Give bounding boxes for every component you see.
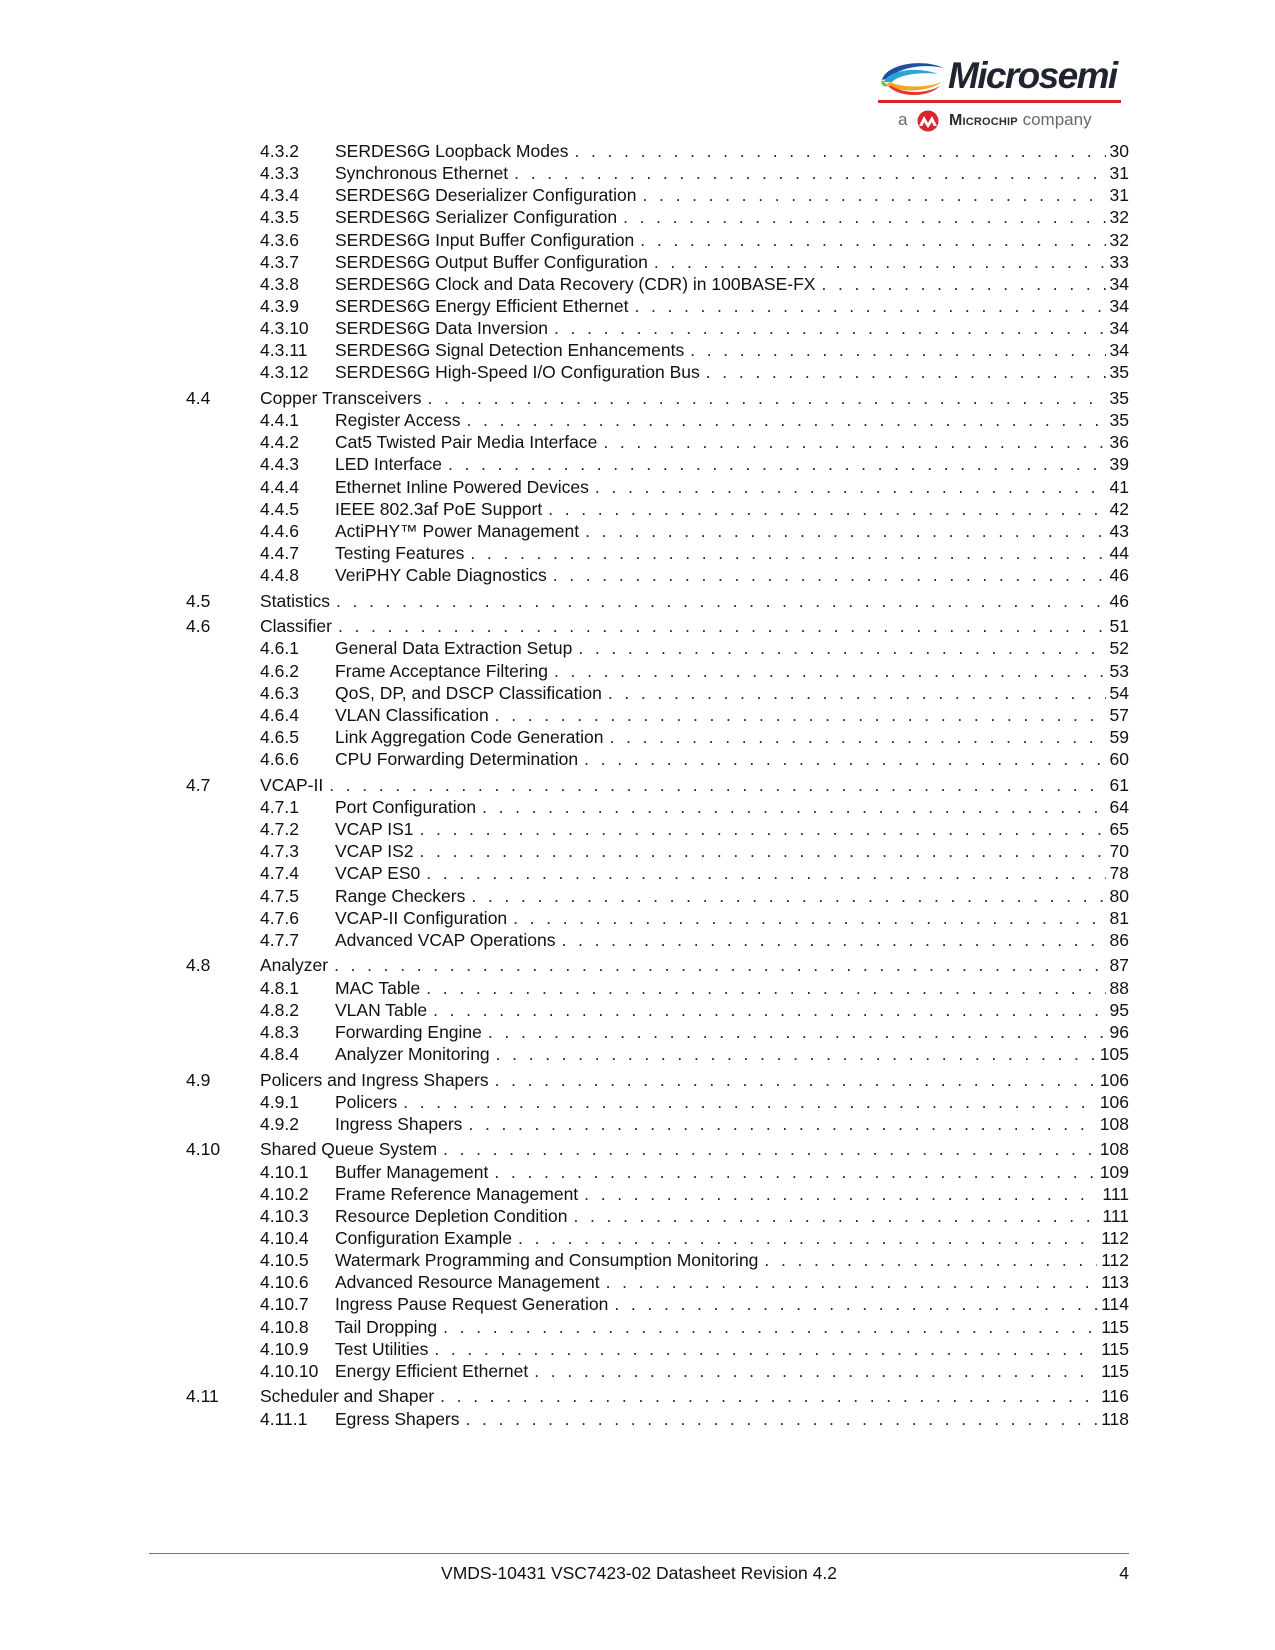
toc-entry-page: 33 <box>1109 252 1129 272</box>
toc-entry-page: 35 <box>1109 388 1129 408</box>
toc-entry-number: 4.4.5 <box>260 499 299 519</box>
microsemi-logo <box>878 52 1123 132</box>
toc-entry-page: 57 <box>1109 705 1129 725</box>
toc-dot-leader <box>690 339 1105 362</box>
toc-entry[interactable] <box>186 1069 1129 1092</box>
toc-entry-title: SERDES6G Output Buffer Configuration <box>335 252 648 272</box>
toc-entry-title: VCAP ES0 <box>335 863 421 883</box>
toc-entry-page: 80 <box>1109 886 1129 906</box>
toc-entry-page: 111 <box>1102 1184 1129 1204</box>
toc-entry-title: ActiPHY™ Power Management <box>335 521 580 541</box>
toc-entry-title: SERDES6G High-Speed I/O Configuration Bus <box>335 362 700 382</box>
toc-entry[interactable] <box>260 840 1129 863</box>
toc-entry-page: 64 <box>1109 797 1129 817</box>
toc-dot-leader <box>554 317 1106 340</box>
toc-entry-page: 95 <box>1109 1000 1129 1020</box>
toc-entry[interactable] <box>260 818 1129 841</box>
toc-entry-title: Classifier <box>260 616 332 636</box>
toc-entry-number: 4.6.4 <box>260 705 299 725</box>
toc-entry-number: 4.3.10 <box>260 318 309 338</box>
toc-entry-number: 4.7.6 <box>260 908 299 928</box>
toc-dot-leader <box>470 542 1105 565</box>
toc-entry[interactable] <box>260 1293 1129 1316</box>
toc-entry[interactable] <box>260 140 1129 163</box>
toc-entry[interactable] <box>260 339 1129 362</box>
toc-entry-title: VLAN Classification <box>335 705 489 725</box>
toc-entry-page: 46 <box>1109 565 1129 585</box>
toc-dot-leader <box>334 954 1105 977</box>
toc-entry-number: 4.8.4 <box>260 1044 299 1064</box>
microchip-icon <box>914 110 942 132</box>
toc-dot-leader <box>634 295 1105 318</box>
toc-entry[interactable] <box>260 1161 1129 1184</box>
toc-entry[interactable] <box>260 726 1129 749</box>
toc-entry[interactable] <box>260 682 1129 705</box>
toc-entry[interactable] <box>260 929 1129 952</box>
toc-entry-number: 4.4.7 <box>260 543 299 563</box>
toc-entry-title: Frame Reference Management <box>335 1184 579 1204</box>
toc-entry-page: 39 <box>1109 454 1129 474</box>
toc-entry-title: CPU Forwarding Determination <box>335 749 579 769</box>
toc-entry-number: 4.10.8 <box>260 1317 309 1337</box>
toc-entry-title: MAC Table <box>335 978 421 998</box>
toc-entry[interactable] <box>260 977 1129 1000</box>
toc-entry[interactable] <box>186 1385 1129 1408</box>
toc-entry-title: QoS, DP, and DSCP Classification <box>335 683 602 703</box>
toc-entry[interactable] <box>260 1408 1129 1431</box>
toc-entry-page: 46 <box>1109 591 1129 611</box>
brand-name: Microsemi <box>948 55 1117 96</box>
toc-entry[interactable] <box>260 409 1129 432</box>
toc-entry-title: Policers <box>335 1092 398 1112</box>
toc-dot-leader <box>585 520 1105 543</box>
toc-entry-number: 4.7.2 <box>260 819 299 839</box>
toc-entry[interactable] <box>260 361 1129 384</box>
toc-entry-page: 108 <box>1099 1139 1129 1159</box>
toc-entry-page: 112 <box>1101 1228 1129 1248</box>
toc-dot-leader <box>434 1338 1097 1361</box>
toc-entry-title: SERDES6G Serializer Configuration <box>335 207 618 227</box>
toc-entry-number: 4.8.3 <box>260 1022 299 1042</box>
toc-entry-title: Synchronous Ethernet <box>335 163 509 183</box>
toc-entry[interactable] <box>260 251 1129 274</box>
toc-entry-page: 36 <box>1109 432 1129 452</box>
toc-entry-title: Testing Features <box>335 543 465 563</box>
toc-dot-leader <box>574 1205 1099 1228</box>
toc-entry-number: 4.3.4 <box>260 185 299 205</box>
toc-dot-leader <box>440 1385 1097 1408</box>
toc-entry-title: Tail Dropping <box>335 1317 438 1337</box>
toc-dot-leader <box>584 748 1105 771</box>
toc-dot-leader <box>553 564 1106 587</box>
toc-entry-number: 4.6.3 <box>260 683 299 703</box>
toc-entry[interactable] <box>260 796 1129 819</box>
toc-entry-title: Advanced Resource Management <box>335 1272 600 1292</box>
toc-entry-number: 4.4.4 <box>260 477 299 497</box>
toc-entry[interactable] <box>260 520 1129 543</box>
toc-entry-page: 113 <box>1101 1272 1129 1292</box>
toc-entry-number: 4.6.1 <box>260 638 299 658</box>
tagline-prefix: a <box>898 110 908 129</box>
toc-dot-leader <box>821 273 1105 296</box>
toc-dot-leader <box>764 1249 1097 1272</box>
footer-rule <box>149 1553 1129 1554</box>
toc-entry-number: 4.9 <box>186 1070 211 1090</box>
toc-entry[interactable] <box>260 1338 1129 1361</box>
toc-dot-leader <box>426 977 1105 1000</box>
toc-entry-page: 106 <box>1099 1092 1129 1112</box>
toc-entry-number: 4.11 <box>186 1386 219 1406</box>
toc-entry-number: 4.10.6 <box>260 1272 309 1292</box>
toc-entry-title: Scheduler and Shaper <box>260 1386 435 1406</box>
toc-entry[interactable] <box>260 1043 1129 1066</box>
toc-entry-page: 108 <box>1099 1114 1129 1134</box>
toc-dot-leader <box>468 1113 1095 1136</box>
toc-dot-leader <box>466 1408 1098 1431</box>
toc-entry-title: Range Checkers <box>335 886 466 906</box>
toc-entry[interactable] <box>260 999 1129 1022</box>
toc-entry-number: 4.4.8 <box>260 565 299 585</box>
toc-entry[interactable] <box>260 1021 1129 1044</box>
toc-entry-title: Shared Queue System <box>260 1139 438 1159</box>
toc-entry-title: Frame Acceptance Filtering <box>335 661 549 681</box>
toc-entry-page: 31 <box>1109 185 1129 205</box>
microsemi-swoosh-icon <box>878 58 948 98</box>
toc-entry-title: VCAP IS1 <box>335 819 414 839</box>
toc-entry-page: 86 <box>1109 930 1129 950</box>
toc-entry-page: 44 <box>1109 543 1129 563</box>
toc-entry-number: 4.7.5 <box>260 886 299 906</box>
toc-dot-leader <box>614 1293 1097 1316</box>
toc-entry[interactable] <box>260 229 1129 252</box>
toc-entry-number: 4.7.1 <box>260 797 299 817</box>
toc-dot-leader <box>494 1161 1095 1184</box>
toc-dot-leader <box>495 704 1106 727</box>
toc-entry-number: 4.7 <box>186 775 211 795</box>
toc-dot-leader <box>443 1138 1096 1161</box>
toc-entry[interactable] <box>260 1113 1129 1136</box>
toc-dot-leader <box>433 999 1105 1022</box>
toc-dot-leader <box>610 726 1106 749</box>
toc-entry-page: 115 <box>1101 1339 1129 1359</box>
toc-entry-title: Watermark Programming and Consumption Monitoring <box>335 1250 759 1270</box>
toc-entry-page: 106 <box>1099 1070 1129 1090</box>
toc-entry-number: 4.8.1 <box>260 978 299 998</box>
toc-entry-title: Resource Depletion Condition <box>335 1206 568 1226</box>
toc-entry[interactable] <box>260 206 1129 229</box>
toc-entry-title: VCAP-II Configuration <box>335 908 508 928</box>
toc-dot-leader <box>554 660 1106 683</box>
toc-dot-leader <box>426 862 1105 885</box>
toc-entry[interactable] <box>260 885 1129 908</box>
toc-dot-leader <box>562 929 1106 952</box>
toc-entry-title: Policers and Ingress Shapers <box>260 1070 489 1090</box>
toc-entry[interactable] <box>260 1316 1129 1339</box>
toc-entry[interactable] <box>260 862 1129 885</box>
toc-entry[interactable] <box>260 1205 1129 1228</box>
toc-entry-number: 4.3.5 <box>260 207 299 227</box>
toc-entry[interactable] <box>260 1249 1129 1272</box>
toc-entry-number: 4.3.2 <box>260 141 299 161</box>
toc-entry-page: 41 <box>1109 477 1129 497</box>
toc-entry-page: 43 <box>1109 521 1129 541</box>
toc-entry-title: Advanced VCAP Operations <box>335 930 556 950</box>
toc-entry[interactable] <box>186 387 1129 410</box>
toc-dot-leader <box>623 206 1105 229</box>
toc-entry-title: SERDES6G Energy Efficient Ethernet <box>335 296 629 316</box>
toc-entry-number: 4.3.9 <box>260 296 299 316</box>
toc-entry[interactable] <box>186 774 1129 797</box>
toc-dot-leader <box>466 409 1105 432</box>
toc-entry-number: 4.10.2 <box>260 1184 309 1204</box>
toc-entry-page: 35 <box>1109 362 1129 382</box>
toc-entry-page: 115 <box>1101 1361 1129 1381</box>
toc-entry[interactable] <box>260 704 1129 727</box>
toc-entry-title: VeriPHY Cable Diagnostics <box>335 565 547 585</box>
toc-entry-number: 4.3.11 <box>260 340 308 360</box>
footer-page-number: 4 <box>1119 1563 1129 1583</box>
toc-entry-title: Link Aggregation Code Generation <box>335 727 604 747</box>
toc-dot-leader <box>643 184 1106 207</box>
toc-entry-number: 4.8.2 <box>260 1000 299 1020</box>
toc-entry[interactable] <box>260 453 1129 476</box>
toc-dot-leader <box>471 885 1105 908</box>
toc-entry-page: 53 <box>1109 661 1129 681</box>
toc-entry-title: VLAN Table <box>335 1000 428 1020</box>
toc-entry-number: 4.6.5 <box>260 727 299 747</box>
toc-dot-leader <box>419 840 1105 863</box>
toc-entry[interactable] <box>260 295 1129 318</box>
toc-entry[interactable] <box>260 907 1129 930</box>
toc-dot-leader <box>654 251 1106 274</box>
toc-dot-leader <box>443 1316 1097 1339</box>
toc-dot-leader <box>606 1271 1097 1294</box>
toc-dot-leader <box>534 1360 1097 1383</box>
toc-entry-page: 116 <box>1101 1386 1129 1406</box>
toc-entry[interactable] <box>260 1227 1129 1250</box>
toc-entry[interactable] <box>186 954 1129 977</box>
toc-entry-title: VCAP IS2 <box>335 841 414 861</box>
toc-entry-page: 112 <box>1101 1250 1129 1270</box>
toc-entry[interactable] <box>260 476 1129 499</box>
toc-entry[interactable] <box>260 564 1129 587</box>
toc-entry-title: IEEE 802.3af PoE Support <box>335 499 543 519</box>
toc-entry-title: Port Configuration <box>335 797 477 817</box>
toc-entry[interactable] <box>260 498 1129 521</box>
toc-entry-title: LED Interface <box>335 454 442 474</box>
toc-entry-page: 81 <box>1109 908 1129 928</box>
toc-entry[interactable] <box>260 431 1129 454</box>
toc-entry-page: 70 <box>1109 841 1129 861</box>
toc-dot-leader <box>574 140 1105 163</box>
toc-entry[interactable] <box>260 637 1129 660</box>
toc-entry-title: Configuration Example <box>335 1228 513 1248</box>
toc-entry-page: 114 <box>1101 1294 1129 1314</box>
toc-dot-leader <box>603 431 1105 454</box>
toc-entry-number: 4.6 <box>186 616 211 636</box>
toc-entry[interactable] <box>260 273 1129 296</box>
toc-entry-number: 4.4.6 <box>260 521 299 541</box>
toc-entry-title: SERDES6G Deserializer Configuration <box>335 185 637 205</box>
toc-dot-leader <box>513 907 1105 930</box>
toc-dot-leader <box>608 682 1106 705</box>
toc-entry-page: 34 <box>1109 296 1129 316</box>
toc-entry-number: 4.11.1 <box>260 1409 308 1429</box>
toc-dot-leader <box>419 818 1105 841</box>
toc-dot-leader <box>338 615 1106 638</box>
toc-entry-page: 34 <box>1109 274 1129 294</box>
toc-dot-leader <box>403 1091 1096 1114</box>
toc-entry-number: 4.5 <box>186 591 211 611</box>
toc-entry-page: 115 <box>1101 1317 1129 1337</box>
toc-entry-number: 4.9.2 <box>260 1114 299 1134</box>
toc-dot-leader <box>514 162 1105 185</box>
toc-dot-leader <box>482 796 1105 819</box>
toc-entry-number: 4.10.7 <box>260 1294 309 1314</box>
toc-entry-title: Egress Shapers <box>335 1409 460 1429</box>
toc-entry-title: Ethernet Inline Powered Devices <box>335 477 589 497</box>
toc-dot-leader <box>495 1069 1096 1092</box>
toc-entry-page: 88 <box>1109 978 1129 998</box>
toc-entry-page: 96 <box>1109 1022 1129 1042</box>
toc-entry-page: 32 <box>1109 230 1129 250</box>
toc-dot-leader <box>518 1227 1097 1250</box>
toc-entry-number: 4.3.12 <box>260 362 309 382</box>
toc-entry-number: 4.7.4 <box>260 863 299 883</box>
toc-entry-page: 87 <box>1109 955 1129 975</box>
toc-entry-page: 32 <box>1109 207 1129 227</box>
toc-dot-leader <box>427 387 1105 410</box>
toc-entry-number: 4.10.5 <box>260 1250 309 1270</box>
toc-dot-leader <box>448 453 1106 476</box>
toc-entry[interactable] <box>186 590 1129 613</box>
toc-dot-leader <box>578 637 1105 660</box>
toc-entry-title: Test Utilities <box>335 1339 429 1359</box>
toc-entry-title: SERDES6G Signal Detection Enhancements <box>335 340 685 360</box>
toc-entry-number: 4.4 <box>186 388 211 408</box>
tagline <box>898 108 1092 132</box>
toc-entry-title: Forwarding Engine <box>335 1022 482 1042</box>
toc-entry-number: 4.10.10 <box>260 1361 319 1381</box>
toc-entry-page: 30 <box>1109 141 1129 161</box>
toc-entry-number: 4.6.2 <box>260 661 299 681</box>
toc-entry-number: 4.3.8 <box>260 274 299 294</box>
toc-dot-leader <box>336 590 1106 613</box>
toc-entry[interactable] <box>186 1138 1129 1161</box>
toc-entry-page: 51 <box>1109 616 1129 636</box>
toc-entry-number: 4.3.3 <box>260 163 299 183</box>
toc-dot-leader <box>496 1043 1096 1066</box>
toc-entry-title: Statistics <box>260 591 331 611</box>
toc-entry-number: 4.8 <box>186 955 211 975</box>
toc-entry-page: 34 <box>1109 318 1129 338</box>
toc-entry[interactable] <box>260 1091 1129 1114</box>
toc-entry-page: 54 <box>1109 683 1129 703</box>
toc-entry-title: SERDES6G Data Inversion <box>335 318 549 338</box>
toc-entry-page: 118 <box>1101 1409 1129 1429</box>
toc-entry[interactable] <box>260 162 1129 185</box>
toc-entry-page: 34 <box>1109 340 1129 360</box>
toc-entry-title: Buffer Management <box>335 1162 489 1182</box>
toc-entry-title: SERDES6G Clock and Data Recovery (CDR) in 100BASE-FX <box>335 274 816 294</box>
toc-entry-title: Ingress Shapers <box>335 1114 463 1134</box>
toc-entry-title: VCAP-II <box>260 775 324 795</box>
toc-entry-number: 4.10 <box>186 1139 221 1159</box>
toc-entry[interactable] <box>186 615 1129 638</box>
toc-entry[interactable] <box>260 1183 1129 1206</box>
toc-entry[interactable] <box>260 1360 1129 1383</box>
toc-entry-page: 109 <box>1099 1162 1129 1182</box>
toc-entry-title: Analyzer Monitoring <box>335 1044 490 1064</box>
toc-entry-number: 4.4.1 <box>260 410 299 430</box>
toc-dot-leader <box>488 1021 1106 1044</box>
toc-entry-page: 31 <box>1109 163 1129 183</box>
toc-entry-number: 4.10.9 <box>260 1339 309 1359</box>
toc-entry-number: 4.7.3 <box>260 841 299 861</box>
toc-entry-number: 4.10.3 <box>260 1206 309 1226</box>
toc-entry-title: Ingress Pause Request Generation <box>335 1294 609 1314</box>
toc-entry-page: 52 <box>1109 638 1129 658</box>
tagline-suffix: company <box>1022 110 1092 129</box>
toc-entry-number: 4.6.6 <box>260 749 299 769</box>
toc-entry-number: 4.4.2 <box>260 432 299 452</box>
footer-document-title: VMDS-10431 VSC7423-02 Datasheet Revision 4.2 <box>441 1563 837 1583</box>
toc-entry-number: 4.3.7 <box>260 252 299 272</box>
toc-entry-page: 35 <box>1109 410 1129 430</box>
brand-rule <box>878 100 1121 103</box>
toc-entry-page: 78 <box>1109 863 1129 883</box>
toc-dot-leader <box>584 1183 1098 1206</box>
toc-entry-page: 42 <box>1109 499 1129 519</box>
toc-entry[interactable] <box>260 748 1129 771</box>
toc-entry[interactable] <box>260 184 1129 207</box>
tagline-company: Microchip <box>948 112 1018 129</box>
toc-entry-number: 4.7.7 <box>260 930 299 950</box>
toc-entry[interactable] <box>260 542 1129 565</box>
toc-entry-page: 61 <box>1109 775 1129 795</box>
toc-dot-leader <box>640 229 1105 252</box>
toc-entry-page: 59 <box>1109 727 1129 747</box>
toc-entry-title: SERDES6G Input Buffer Configuration <box>335 230 635 250</box>
toc-entry-title: General Data Extraction Setup <box>335 638 573 658</box>
toc-entry[interactable] <box>260 1271 1129 1294</box>
toc-entry-title: SERDES6G Loopback Modes <box>335 141 569 161</box>
toc-entry[interactable] <box>260 317 1129 340</box>
toc-entry-number: 4.10.4 <box>260 1228 309 1248</box>
toc-entry-title: Cat5 Twisted Pair Media Interface <box>335 432 598 452</box>
toc-dot-leader <box>595 476 1106 499</box>
toc-entry-number: 4.3.6 <box>260 230 299 250</box>
toc-entry-title: Copper Transceivers <box>260 388 422 408</box>
toc-entry-title: Register Access <box>335 410 461 430</box>
toc-dot-leader <box>548 498 1105 521</box>
toc-entry-title: Energy Efficient Ethernet <box>335 1361 529 1381</box>
toc-entry-page: 105 <box>1099 1044 1129 1064</box>
toc-entry[interactable] <box>260 660 1129 683</box>
toc-entry-number: 4.9.1 <box>260 1092 299 1112</box>
toc-entry-title: Analyzer <box>260 955 329 975</box>
toc-entry-page: 60 <box>1109 749 1129 769</box>
toc-dot-leader <box>329 774 1105 797</box>
toc-entry-number: 4.4.3 <box>260 454 299 474</box>
toc-entry-number: 4.10.1 <box>260 1162 309 1182</box>
toc-entry-page: 111 <box>1102 1206 1129 1226</box>
toc-entry-page: 65 <box>1109 819 1129 839</box>
toc-dot-leader <box>706 361 1106 384</box>
